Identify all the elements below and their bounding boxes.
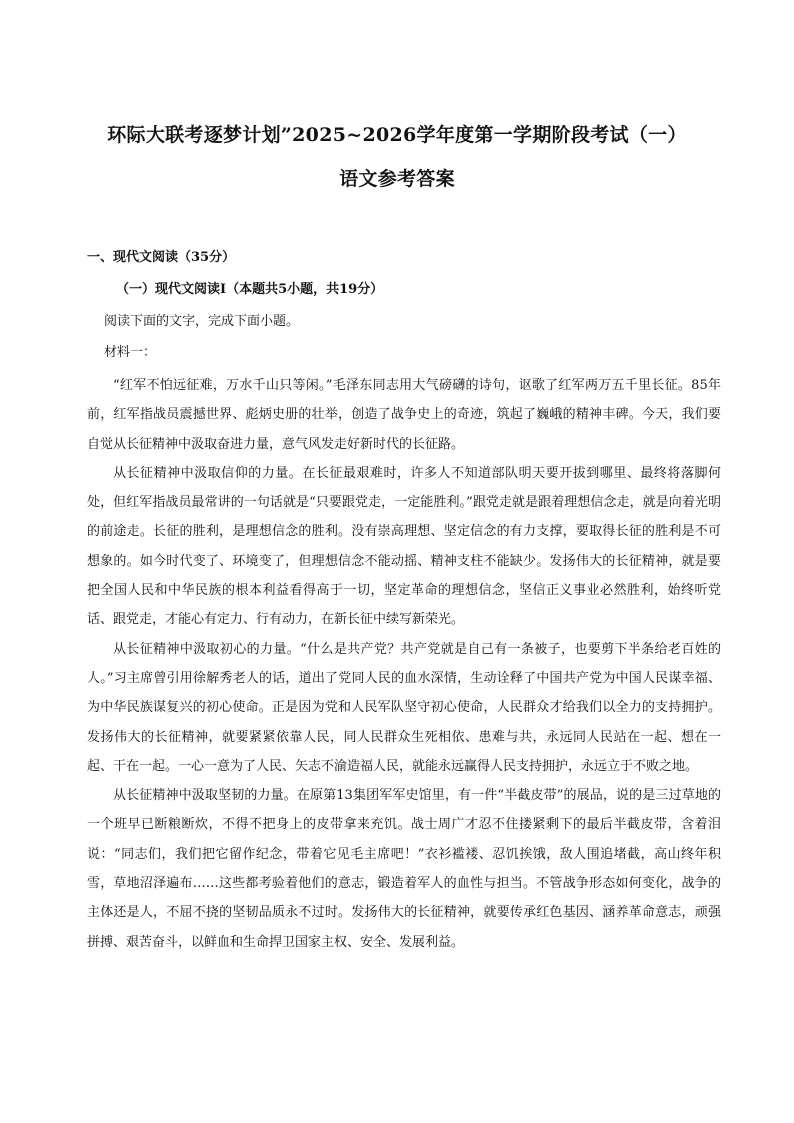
document-subtitle: 语文参考答案 — [339, 168, 455, 190]
paragraph: 从长征精神中汲取信仰的力量。在长征最艰难时，许多人不知道部队明天要开拔到哪里、最终将落脚何处，但红军指战员最常讲的一句话就是“只要跟党走，一定能胜利。”跟党走就是跟着理想信念走，就是向着光明的前途走。长征的胜利，是理想信念的胜利。没有崇高理想、坚定信念的有力支撑，要取得长征的胜利是不可想象的。如今时代变了、环境变了，但理想信念不能动摇、精神支柱不能缺少。发扬伟大的长征精神，就是要把全国人民和中华民族的根本利益看得高于一切，坚定革命的理想信念，坚信正义事业必然胜利，始终听党话、跟党走，才能心有定力、行有动力，在新长征中续写新荣光。 — [87, 465, 721, 628]
document-title: 环际大联考逐梦计划”2025~2026学年度第一学期阶段考试（一） — [107, 124, 687, 146]
material-label: 材料一： — [104, 345, 157, 360]
paragraph: 从长征精神中汲取坚韧的力量。在原第13集团军军史馆里，有一件“半截皮带”的展品，说的是三过草地的一个班早已断粮断炊，不得不把身上的皮带拿来充饥。战士周广才忍不住搂紧剩下的最后半截皮带，含着泪说：“同志们，我们把它留作纪念，带着它见毛主席吧！”衣衫褴褛、忍饥挨饿，敌人围追堵截，高山终年积雪，草地沼泽遍布……这些都考验着他们的意志，锻造着军人的血性与担当。不管战争形态如何变化，战争的主体还是人，不屈不挠的坚韧品质永不过时。发扬伟大的长征精神，就要传承红色基因、涵养革命意志，顽强拼搏、艰苦奋斗，以鲜血和生命捍卫国家主权、安全、发展利益。 — [87, 788, 721, 950]
section-heading: 一、现代文阅读（35分） — [87, 250, 236, 265]
paragraph: 从长征精神中汲取初心的力量。“什么是共产党？共产党就是自己有一条被子，也要剪下半条给老百姓的人。”习主席曾引用徐解秀老人的话，道出了党同人民的血水深情，生动诠释了中国共产党为中国人民谋幸福、为中华民族谋复兴的初心使命。正是因为党和人民军队坚守初心使命，人民群众才给我们以全力的支持拥护。发扬伟大的长征精神，就要紧紧依靠人民，同人民群众生死相依、患难与共，永远同人民站在一起、想在一起、干在一起。一心一意为了人民、矢志不渝造福人民，就能永远赢得人民支持拥护，永远立于不败之地。 — [87, 641, 721, 774]
section-subheading: （一）现代文阅读Ⅰ（本题共5小题，共19分） — [116, 282, 384, 297]
instruction-text: 阅读下面的文字，完成下面小题。 — [104, 314, 300, 329]
paragraph: “红军不怕远征难，万水千山只等闲。”毛泽东同志用大气磅礴的诗句，讴歌了红军两万五千里长征。85年前，红军指战员震撼世界、彪炳史册的壮举，创造了战争史上的奇迹，筑起了巍峨的精神丰碑。今天，我们要自觉从长征精神中汲取奋进力量，意气风发走好新时代的长征路。 — [87, 378, 721, 452]
article-body — [87, 371, 721, 957]
